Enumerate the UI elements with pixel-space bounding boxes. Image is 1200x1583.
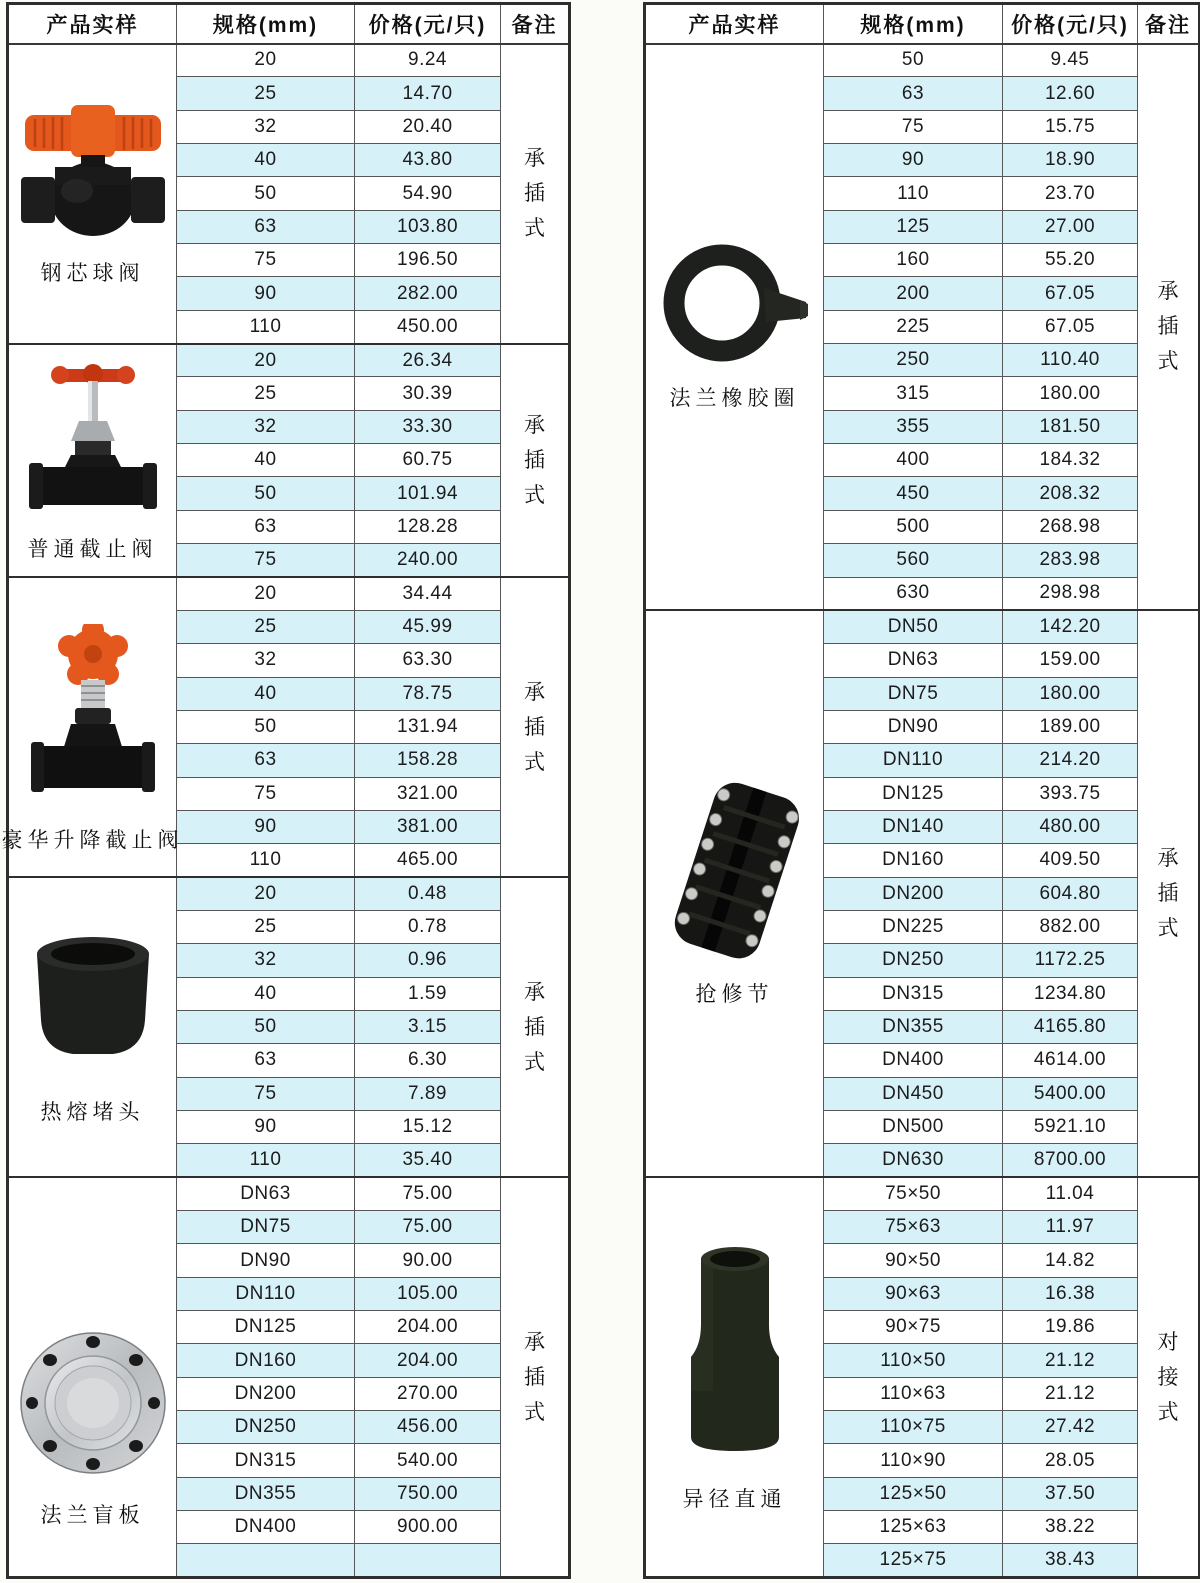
- price-value: 75.00: [355, 1177, 501, 1210]
- price-value: 54.90: [355, 177, 501, 210]
- spec-value: 110: [177, 310, 355, 343]
- spec-value: 75: [177, 777, 355, 810]
- price-value: 5921.10: [1003, 1111, 1138, 1144]
- spec-value: 90×50: [824, 1244, 1003, 1277]
- product-cell-end-cap: [8, 877, 177, 1177]
- spec-value: 90: [177, 1111, 355, 1144]
- spec-value: DN400: [177, 1511, 355, 1544]
- spec-value: DN250: [824, 944, 1003, 977]
- price-value: 128.28: [355, 510, 501, 543]
- product-name: 抢修节: [695, 982, 774, 1006]
- product-cell-rubber-ring: [645, 44, 824, 611]
- spec-value: 90×63: [824, 1277, 1003, 1310]
- price-value: 409.50: [1003, 844, 1138, 877]
- price-value: 189.00: [1003, 710, 1138, 743]
- spec-value: DN225: [824, 910, 1003, 943]
- price-value: 8700.00: [1003, 1144, 1138, 1177]
- table-row: [8, 877, 570, 910]
- spec-value: 63: [177, 510, 355, 543]
- spec-value: 400: [824, 444, 1003, 477]
- price-value: 131.94: [355, 710, 501, 743]
- column-header-remark: 备注: [1138, 4, 1200, 44]
- price-value: 38.22: [1003, 1511, 1138, 1544]
- spec-value: 32: [177, 644, 355, 677]
- price-table-left: [1, 2, 571, 1579]
- price-table-right: [643, 2, 1200, 1579]
- table-row: [8, 577, 570, 610]
- table-row: [8, 344, 570, 377]
- spec-value: DN125: [177, 1311, 355, 1344]
- price-value: 465.00: [355, 844, 501, 877]
- price-value: 180.00: [1003, 677, 1138, 710]
- remark-cell: [501, 44, 570, 344]
- price-value: 204.00: [355, 1311, 501, 1344]
- price-value: 105.00: [355, 1277, 501, 1310]
- spec-value: 450: [824, 477, 1003, 510]
- price-value: 4614.00: [1003, 1044, 1138, 1077]
- remark-text: 承插式: [524, 980, 545, 1074]
- price-value: 21.12: [1003, 1344, 1138, 1377]
- price-value: 43.80: [355, 144, 501, 177]
- table-row: [8, 44, 570, 77]
- spec-value: DN140: [824, 810, 1003, 843]
- spec-value: 63: [177, 744, 355, 777]
- price-value: 20.40: [355, 110, 501, 143]
- price-value: 6.30: [355, 1044, 501, 1077]
- spec-value: 40: [177, 977, 355, 1010]
- price-value: 110.40: [1003, 344, 1138, 377]
- spec-value: 50: [177, 710, 355, 743]
- product-name: 普通截止阀: [27, 538, 158, 562]
- spec-value: 110×75: [824, 1411, 1003, 1444]
- column-header-price: 价格(元/只): [355, 4, 501, 44]
- spec-value: 75: [177, 1077, 355, 1110]
- spec-value: DN90: [824, 710, 1003, 743]
- price-value: 45.99: [355, 610, 501, 643]
- spec-value: 225: [824, 310, 1003, 343]
- table-row: [645, 610, 1200, 643]
- price-value: 0.96: [355, 944, 501, 977]
- spec-value: DN110: [824, 744, 1003, 777]
- column-header-photo: 产品实样: [645, 4, 824, 44]
- price-value: 604.80: [1003, 877, 1138, 910]
- price-value: 456.00: [355, 1411, 501, 1444]
- column-header-spec: 规格(mm): [177, 4, 355, 44]
- price-value: 268.98: [1003, 510, 1138, 543]
- remark-text: 承插式: [1157, 847, 1179, 941]
- remark-cell: [1138, 610, 1200, 1177]
- product-cell-globe-valve: [8, 344, 177, 577]
- price-value: 75.00: [355, 1211, 501, 1244]
- spec-value: 110×90: [824, 1444, 1003, 1477]
- product-name: 法兰盲板: [40, 1503, 145, 1527]
- price-value: 11.97: [1003, 1211, 1138, 1244]
- product-cell-blind-flange: [8, 1177, 177, 1577]
- price-value: 5400.00: [1003, 1077, 1138, 1110]
- column-header-photo: 产品实样: [8, 4, 177, 44]
- price-value: 321.00: [355, 777, 501, 810]
- product-cell-deluxe-valve: [1, 577, 184, 877]
- spec-value: 25: [177, 377, 355, 410]
- spec-value: 75: [177, 244, 355, 277]
- price-value: 480.00: [1003, 810, 1138, 843]
- column-header-remark: 备注: [501, 4, 570, 44]
- spec-value: 20: [177, 577, 355, 610]
- product-cell-repair-clamp: [645, 610, 824, 1177]
- spec-value: 250: [824, 344, 1003, 377]
- price-value: 882.00: [1003, 910, 1138, 943]
- spec-value: 50: [177, 177, 355, 210]
- price-value: 0.78: [355, 910, 501, 943]
- remark-cell: [1138, 1177, 1200, 1577]
- price-value: 298.98: [1003, 577, 1138, 610]
- remark-text: 对接式: [1157, 1330, 1179, 1424]
- header-row: [645, 4, 1200, 44]
- spec-value: 32: [177, 110, 355, 143]
- price-value: 540.00: [355, 1444, 501, 1477]
- column-header-spec: 规格(mm): [824, 4, 1003, 44]
- price-value: 158.28: [355, 744, 501, 777]
- header-row: [8, 4, 570, 44]
- remark-text: 承插式: [524, 413, 545, 507]
- price-value: 15.12: [355, 1111, 501, 1144]
- spec-value: DN500: [824, 1111, 1003, 1144]
- remark-cell: [501, 1177, 570, 1577]
- spec-value: DN630: [824, 1144, 1003, 1177]
- price-value: 21.12: [1003, 1377, 1138, 1410]
- price-value: 37.50: [1003, 1477, 1138, 1510]
- spec-value: 50: [177, 477, 355, 510]
- price-value: 14.82: [1003, 1244, 1138, 1277]
- deluxe-globe-valve-photo: [29, 624, 157, 806]
- price-value: 142.20: [1003, 610, 1138, 643]
- price-value: 3.15: [355, 1010, 501, 1043]
- price-value: 184.32: [1003, 444, 1138, 477]
- product-cell-reducer: [645, 1177, 824, 1577]
- price-value: 900.00: [355, 1511, 501, 1544]
- spec-value: DN450: [824, 1077, 1003, 1110]
- spec-value: 20: [177, 44, 355, 77]
- price-value: 34.44: [355, 577, 501, 610]
- price-value: 55.20: [1003, 244, 1138, 277]
- spec-value: 200: [824, 277, 1003, 310]
- spec-value: 125×50: [824, 1477, 1003, 1510]
- spec-value: 560: [824, 544, 1003, 577]
- price-value: 15.75: [1003, 110, 1138, 143]
- product-name: 钢芯球阀: [40, 261, 145, 285]
- globe-valve-photo: [27, 357, 159, 515]
- remark-cell: [501, 344, 570, 577]
- spec-value: 40: [177, 144, 355, 177]
- price-value: 393.75: [1003, 777, 1138, 810]
- spec-value: 355: [824, 410, 1003, 443]
- spec-value: 75: [177, 544, 355, 577]
- spec-value: DN315: [177, 1444, 355, 1477]
- spec-value: 25: [177, 77, 355, 110]
- spec-value: 315: [824, 377, 1003, 410]
- spec-value: 90: [177, 810, 355, 843]
- price-value: 11.04: [1003, 1177, 1138, 1210]
- spec-value: DN200: [177, 1377, 355, 1410]
- price-value: 270.00: [355, 1377, 501, 1410]
- ball-valve-photo: [19, 101, 167, 239]
- price-value: 9.24: [355, 44, 501, 77]
- price-value: 19.86: [1003, 1311, 1138, 1344]
- spec-value: 63: [177, 210, 355, 243]
- remark-cell: [501, 877, 570, 1177]
- price-value: [355, 1544, 501, 1578]
- price-value: 750.00: [355, 1477, 501, 1510]
- price-value: 283.98: [1003, 544, 1138, 577]
- spec-value: 32: [177, 944, 355, 977]
- price-value: 30.39: [355, 377, 501, 410]
- price-value: 38.43: [1003, 1544, 1138, 1578]
- spec-value: 20: [177, 877, 355, 910]
- spec-value: 32: [177, 410, 355, 443]
- spec-value: 110: [177, 1144, 355, 1177]
- price-value: 63.30: [355, 644, 501, 677]
- price-value: 159.00: [1003, 644, 1138, 677]
- blind-flange-photo: [18, 1321, 168, 1481]
- price-value: 7.89: [355, 1077, 501, 1110]
- spec-value: 90×75: [824, 1311, 1003, 1344]
- price-value: 103.80: [355, 210, 501, 243]
- remark-cell: [501, 577, 570, 877]
- remark-cell: [1138, 44, 1200, 611]
- price-value: 180.00: [1003, 377, 1138, 410]
- product-cell-ball-valve: [8, 44, 177, 344]
- remark-text: 承插式: [524, 680, 545, 774]
- spec-value: 110: [824, 177, 1003, 210]
- spec-value: 160: [824, 244, 1003, 277]
- price-value: 0.48: [355, 877, 501, 910]
- spec-value: DN75: [177, 1211, 355, 1244]
- price-value: 101.94: [355, 477, 501, 510]
- spec-value: 125×63: [824, 1511, 1003, 1544]
- spec-value: DN355: [177, 1477, 355, 1510]
- price-value: 28.05: [1003, 1444, 1138, 1477]
- spec-value: 110×50: [824, 1344, 1003, 1377]
- price-value: 12.60: [1003, 77, 1138, 110]
- spec-value: 125×75: [824, 1544, 1003, 1578]
- spec-value: DN400: [824, 1044, 1003, 1077]
- product-name: 豪华升降截止阀: [1, 829, 184, 853]
- price-value: 35.40: [355, 1144, 501, 1177]
- spec-value: DN50: [824, 610, 1003, 643]
- spec-value: 630: [824, 577, 1003, 610]
- spec-value: DN125: [824, 777, 1003, 810]
- price-value: 23.70: [1003, 177, 1138, 210]
- price-value: 240.00: [355, 544, 501, 577]
- price-value: 282.00: [355, 277, 501, 310]
- remark-text: 承插式: [1157, 280, 1179, 374]
- spec-value: 90: [824, 144, 1003, 177]
- price-value: 181.50: [1003, 410, 1138, 443]
- spec-value: 500: [824, 510, 1003, 543]
- price-value: 16.38: [1003, 1277, 1138, 1310]
- fusion-end-cap-photo: [27, 928, 159, 1062]
- reducing-coupler-photo: [683, 1241, 787, 1457]
- price-value: 208.32: [1003, 477, 1138, 510]
- price-value: 1234.80: [1003, 977, 1138, 1010]
- price-value: 67.05: [1003, 310, 1138, 343]
- spec-value: DN355: [824, 1010, 1003, 1043]
- spec-value: 90: [177, 277, 355, 310]
- spec-value: 110: [177, 844, 355, 877]
- spec-value: 25: [177, 910, 355, 943]
- spec-value: 125: [824, 210, 1003, 243]
- spec-value: DN250: [177, 1411, 355, 1444]
- spec-value: DN63: [824, 644, 1003, 677]
- spec-value: 50: [177, 1010, 355, 1043]
- spec-value: [177, 1544, 355, 1578]
- price-value: 27.00: [1003, 210, 1138, 243]
- spec-value: DN160: [824, 844, 1003, 877]
- price-value: 67.05: [1003, 277, 1138, 310]
- spec-value: 40: [177, 677, 355, 710]
- price-value: 33.30: [355, 410, 501, 443]
- product-name: 热熔堵头: [40, 1101, 145, 1125]
- remark-text: 承插式: [524, 1330, 545, 1424]
- price-value: 90.00: [355, 1244, 501, 1277]
- spec-value: 75×50: [824, 1177, 1003, 1210]
- table-row: [8, 1177, 570, 1210]
- price-value: 78.75: [355, 677, 501, 710]
- price-value: 196.50: [355, 244, 501, 277]
- price-value: 1.59: [355, 977, 501, 1010]
- price-value: 204.00: [355, 1344, 501, 1377]
- spec-value: 63: [177, 1044, 355, 1077]
- price-value: 450.00: [355, 310, 501, 343]
- price-value: 60.75: [355, 444, 501, 477]
- spec-value: 75: [824, 110, 1003, 143]
- spec-value: DN110: [177, 1277, 355, 1310]
- spec-value: 50: [824, 44, 1003, 77]
- price-value: 26.34: [355, 344, 501, 377]
- spec-value: 110×63: [824, 1377, 1003, 1410]
- product-name: 异径直通: [682, 1488, 787, 1512]
- spec-value: 63: [824, 77, 1003, 110]
- spec-value: 20: [177, 344, 355, 377]
- flange-rubber-ring-photo: [660, 242, 810, 364]
- price-value: 14.70: [355, 77, 501, 110]
- price-value: 18.90: [1003, 144, 1138, 177]
- price-value: 27.42: [1003, 1411, 1138, 1444]
- spec-value: DN160: [177, 1344, 355, 1377]
- price-value: 4165.80: [1003, 1010, 1138, 1043]
- repair-clamp-photo: [665, 780, 805, 960]
- table-row: [645, 1177, 1200, 1210]
- spec-value: 40: [177, 444, 355, 477]
- spec-value: DN315: [824, 977, 1003, 1010]
- spec-value: 25: [177, 610, 355, 643]
- price-value: 9.45: [1003, 44, 1138, 77]
- spec-value: DN75: [824, 677, 1003, 710]
- price-value: 381.00: [355, 810, 501, 843]
- table-row: [645, 44, 1200, 77]
- price-value: 214.20: [1003, 744, 1138, 777]
- spec-value: DN90: [177, 1244, 355, 1277]
- product-name: 法兰橡胶圈: [669, 386, 800, 410]
- spec-value: DN63: [177, 1177, 355, 1210]
- spec-value: 75×63: [824, 1211, 1003, 1244]
- remark-text: 承插式: [524, 147, 545, 241]
- price-value: 1172.25: [1003, 944, 1138, 977]
- column-header-price: 价格(元/只): [1003, 4, 1138, 44]
- spec-value: DN200: [824, 877, 1003, 910]
